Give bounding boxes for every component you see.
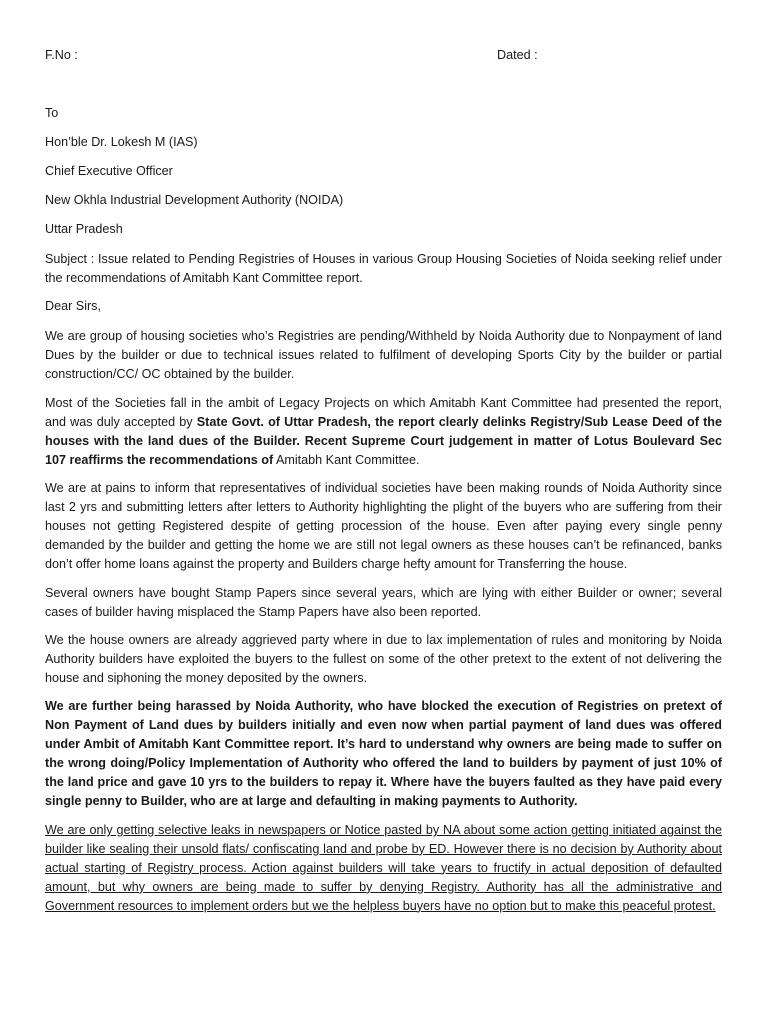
- address-to: To: [45, 106, 59, 120]
- recipient-designation: Chief Executive Officer: [45, 164, 173, 178]
- dated-label: Dated :: [497, 48, 538, 62]
- paragraph-2-end: Amitabh Kant Committee.: [275, 452, 420, 467]
- paragraph-3: We are at pains to inform that representatives of individual societies have been making rounds of Noida Authority since last 2 yrs and submitting letters after letters to Authority highlighting the plight of the buyers who are suffering from their houses not getting Registered despite of getting procession of the house. Even after paying every single penny demanded by the builder and getting the home we are still not legal owners as these houses can’t be refinanced, banks don’t offer home loans against the property and Builders charge hefty amount for Transferring the house.: [45, 481, 722, 571]
- paragraph-4: Several owners have bought Stamp Papers since several years, which are lying with either Builder or owner; several cases of builder having misplaced the Stamp Papers have also been reported.: [45, 586, 722, 619]
- salutation: Dear Sirs,: [45, 299, 101, 313]
- paragraph-2: [45, 394, 722, 470]
- paragraph-1: We are group of housing societies who’s Registries are pending/Withheld by Noida Authority due to Nonpayment of land Dues by the builder or due to technical issues related to fulfilment of developing Sports City by the builder or partial construction/CC/ OC obtained by the builder.: [45, 329, 722, 381]
- paragraph-7: We are only getting selective leaks in newspapers or Notice pasted by NA about some action getting initiated against the builder like sealing their unsold flats/ confiscating land and probe by ED. However there is no decision by Authority about actual starting of Registry process. Action against builders will take years to fructify in actual deposition of defaulted amount, but why owners are being made to suffer by denying Registry. Authority has all the administrative and Government resources to implement orders but we the helpless buyers have no option but to make this peaceful protest.: [45, 823, 722, 913]
- paragraph-6: We are further being harassed by Noida Authority, who have blocked the execution of Registries on pretext of Non Payment of Land dues by builders initially and even now when partial payment of land dues was offered under Ambit of Amitabh Kant Committee report. It’s hard to understand why owners are being made to suffer on the wrong doing/Policy Implementation of Authority who offered the land to builders by payment of just 10% of the land price and gave 10 yrs to the builders to repay it. Where have the buyers faulted as they have paid every single penny to Builder, who are at large and defaulting in making payments to Authority.: [45, 699, 722, 808]
- file-number-label: F.No :: [45, 48, 78, 62]
- recipient-name: Hon’ble Dr. Lokesh M (IAS): [45, 135, 198, 149]
- subject-line: Subject : Issue related to Pending Registries of Houses in various Group Housing Societies of Noida seeking relief under the recommendations of Amitabh Kant Committee report.: [45, 252, 722, 285]
- paragraph-2-intro: Most of the Societies fall in the ambit of Legacy Projects on which Amitabh Kant Committee had presented the report, and was duly accepted by: [45, 396, 722, 429]
- recipient-state: Uttar Pradesh: [45, 222, 123, 236]
- recipient-organization: New Okhla Industrial Development Authority (NOIDA): [45, 193, 344, 207]
- paragraph-5: We the house owners are already aggrieved party where in due to lax implementation of rules and monitoring by Noida Authority builders have exploited the buyers to the fullest on some of the other pretext to the extent of not delivering the house and siphoning the money deposited by the owners.: [45, 633, 722, 685]
- paragraph-2-bold: State Govt. of Uttar Pradesh, the report clearly delinks Registry/Sub Lease Deed of the houses with the land dues of the Builder. Recent Supreme Court judgement in matter of Lotus Boulevard Sec 107 reaffirms the recommendations of: [45, 414, 722, 467]
